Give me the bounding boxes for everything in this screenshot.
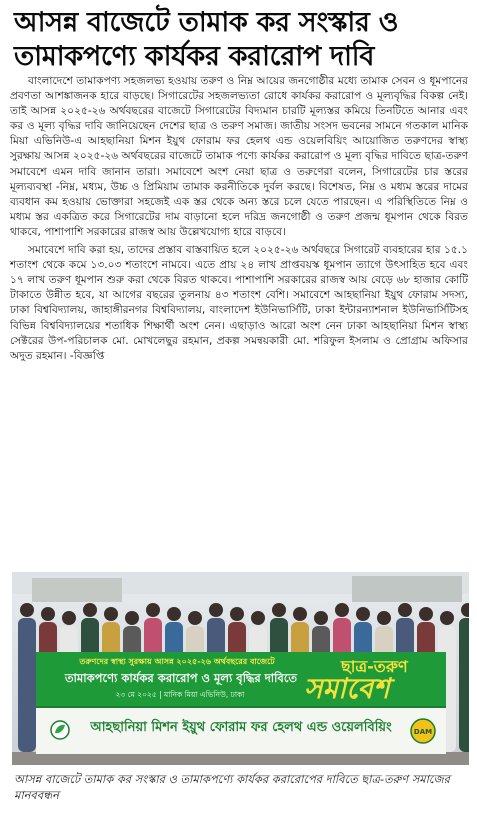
person-head (272, 603, 286, 617)
person-head (209, 603, 223, 617)
person-head (293, 607, 307, 621)
leaf-logo-icon (50, 720, 70, 740)
banner-bottom (36, 706, 446, 754)
article-body (10, 74, 468, 364)
person-head (230, 607, 244, 621)
person-head (398, 603, 412, 617)
person-head (104, 607, 118, 621)
headline: আসন্ন বাজেটে তামাক কর সংস্কার ও তামাকপণ্যে কার্যকর করারোপ দাবি (14, 7, 399, 72)
person-body (18, 618, 36, 752)
person-head (377, 611, 391, 625)
article-paragraph: সমাবেশে দাবি করা হয়, তাদের প্রস্তাব বাস্তবায়িত হলে ২০২৫-২৬ অর্থবছরে সিগারেট ব্যবহারের হার ১৫.১ শতাংশ থেকে কমে ১৩.০৩ শতাংশে নামবে। এতে প্রায় ২৪ লাখ প্রাপ্তবয়স্ক ধূমপান ত্যাগে উৎসাহিত হবে এবং ১৭ লাখ তরুণ ধূমপান শুরু করা থেকে বিরত থাকবে। পাশাপাশি সরকারের রাজস্ব আয় বেড়ে ৬৮ হাজার কোটি টাকাতে উন্নীত হবে, যা আগের বছরের তুলনায় ৪৩ শতাংশ বেশি। সমাবেশে আহছানিয়া ইয়ুথ ফোরাম সদস্য, ঢাকা বিশ্ববিদ্যালয়, জাহাঙ্গীরনগর বিশ্ববিদ্যালয়, বাংলাদেশ ইউনিভার্সিটি, ঢাকা ইন্টারন্যাশনাল ইউনিভার্সিটিসহ বিভিন্ন বিশ্ববিদ্যালয়ের শতাধিক শিক্ষার্থী অংশ নেন। এছাড়াও আরো অংশ নেন ঢাকা আহছানিয়া মিশন স্বাস্থ্য সেক্টরের উপ-পরিচালক মো. মোখলেছুর রহমান, প্রকল্প সমন্বয়কারী মো. শরিফুল ইসলাম ও প্রোগ্রাম অফিসার অদুত রহমান। -বিজ্ঞপ্তি (10, 244, 468, 362)
person-head (419, 607, 433, 621)
person-head (125, 611, 139, 625)
banner-top (36, 652, 446, 706)
partner-logo-text: DAM (413, 728, 433, 736)
banner-title-big: সমাবেশ (304, 672, 390, 705)
person-head (251, 611, 265, 625)
person-head (20, 603, 34, 617)
person-head (83, 603, 97, 617)
person-head (188, 611, 202, 625)
person-head (440, 611, 454, 625)
rally-banner (36, 652, 446, 752)
person-body (459, 618, 469, 752)
banner-main-text: তামাকপণ্যে কার্যকর করারোপ ও মূল্য বৃদ্ধির দাবিতে (64, 671, 298, 685)
person-head (314, 611, 328, 625)
banner-title-small: ছাত্র-তরুণ (341, 657, 408, 676)
person-head (356, 607, 370, 621)
banner-kicker: তরুণদের স্বাস্থ্য সুরক্ষায় আসন্ন ২০২৫-২৬ অর্থবছরের বাজেটে (79, 657, 275, 666)
partner-logo-icon (410, 718, 436, 744)
person-head (41, 607, 55, 621)
person-head (335, 603, 349, 617)
banner-date: ২৩ মে ২০২৫ | মানিক মিয়া এভিনিউ, ঢাকা (115, 690, 245, 699)
banner-organization: আহছানিয়া মিশন ইয়ুথ ফোরাম ফর হেলথ এন্ড ওয়েলবিয়িং (90, 720, 392, 735)
person-head (167, 607, 181, 621)
article-paragraph: বাংলাদেশে তামাকপণ্য সহজলভ্য হওয়ায় তরুণ ও নিম্ন আয়ের জনগোষ্ঠীর মধ্যে তামাক সেবন ও ধূমপানের প্রবণতা আশঙ্কাজনক হারে বাড়ছে। সিগারেটের সহজলভ্যতা রোধে কার্যকর করারোপ ও মূল্যবৃদ্ধির বিকল্প নেই। তাই আসন্ন ২০২৫-২৬ অর্থবছরের বাজেটে সিগারেটের বিদ্যমান চারটি মূল্যস্তর কমিয়ে তিনটিতে আনার এবং কর ও মূল্য বৃদ্ধির দাবি জানিয়েছেন দেশের ছাত্র ও তরুণ সমাজ। জাতীয় সংসদ ভবনের সামনে গতকাল মানিক মিয়া এভিনিউ-এ আহছানিয়া মিশন ইয়ুথ ফোরাম ফর হেলথ এন্ড ওয়েলবিয়িং আয়োজিত তরুণদের স্বাস্থ্য সুরক্ষায় আসন্ন ২০২৫-২৬ অর্থবছরের বাজেটে তামাক পণ্যে কার্যকর করারোপ ও মূল্য বৃদ্ধির দাবিতে ছাত্র-তরুণ সমাবেশে এমন দাবি জানান তারা। সমাবেশে অংশ নেয়া ছাত্র ও তরুণেরা বলেন, সিগারেটের চার স্তরের মূল্যব্যবস্থা -নিম্ন, মধ্যম, উচ্চ ও প্রিমিয়াম তামাক করনীতিকে দুর্বল করছে। বিশেষত, নিম্ন ও মধ্যম স্তরের দামের ব্যবধান কম হওয়ায় ভোক্তারা সহজেই এক স্তর থেকে অন্য স্তরে চলে যেতে পারছেন। এ পরিস্থিতিতে নিম্ন ও মধ্যম স্তর একত্রিত করে সিগারেটের দাম বাড়ানো হলে দরিদ্র জনগোষ্ঠী ও তরুণ প্রজন্ম ধূমপান থেকে বিরত থাকবে, পাশাপাশি সরকারের রাজস্ব আয় উল্লেখযোগ্য হারে বাড়বে। (10, 75, 468, 238)
person-head (146, 603, 160, 617)
person-head (62, 611, 76, 625)
photo-caption: আসন্ন বাজেটে তামাক কর সংস্কার ও তামাকপণ্যে কার্যকর করারোপের দাবিতে ছাত্র-তরুণ সমাজের মানববন্ধন (14, 772, 450, 802)
